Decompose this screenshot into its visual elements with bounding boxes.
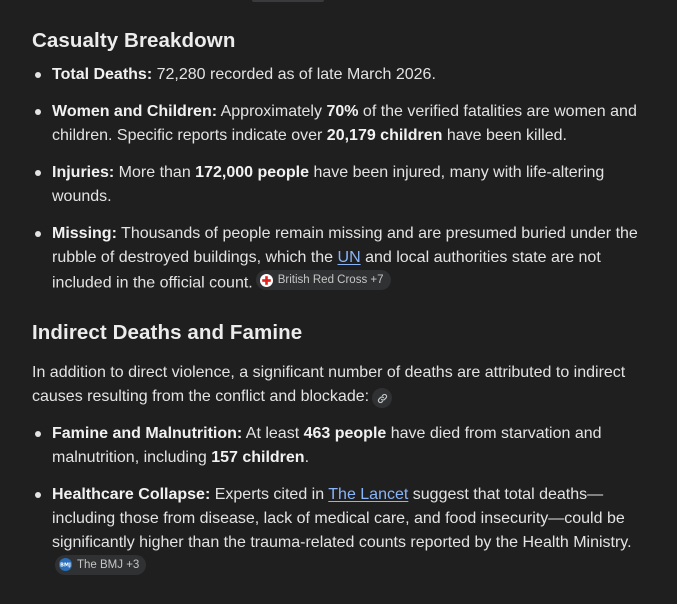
section-heading-indirect-deaths: Indirect Deaths and Famine [32, 320, 303, 344]
item-bold-value: 157 children [211, 448, 305, 466]
list-item-total-deaths [32, 63, 657, 87]
link-un[interactable]: UN [337, 249, 361, 266]
item-text: Experts cited in [210, 485, 329, 503]
item-bold-value: 20,179 children [326, 127, 443, 144]
source-chip-label: British Red Cross +7 [277, 274, 384, 286]
list-item-famine [32, 422, 657, 470]
source-chip-british-red-cross[interactable] [256, 270, 391, 290]
item-label: Injuries: [52, 164, 115, 181]
link-the-lancet[interactable]: The Lancet [328, 485, 409, 503]
item-text: At least [242, 424, 304, 442]
item-text: . [304, 448, 310, 466]
indirect-deaths-list [32, 422, 657, 581]
item-label: Famine and Malnutrition: [52, 424, 243, 442]
item-text: of the verified fatalities are women and children. Specific reports indicate over [52, 103, 637, 144]
item-label: Healthcare Collapse: [52, 485, 211, 503]
list-item-women-children [32, 100, 657, 148]
item-bold-value: 70% [326, 103, 359, 120]
item-text: suggest that total deaths—including those from disease, lack of medical care, and food insecurity—could be significantly higher than the trauma-related counts reported by the Health Ministry. [52, 485, 632, 551]
list-item-healthcare-collapse [32, 483, 657, 581]
item-text: have been injured, many with life-altering wounds. [52, 164, 605, 205]
item-text: More than [114, 164, 196, 181]
top-scroll-indicator [252, 0, 324, 2]
item-bold-value: 172,000 people [195, 164, 310, 181]
item-text: have died from starvation and malnutrition, including [52, 424, 602, 466]
bmj-icon [59, 558, 72, 571]
svg-text:BMJ: BMJ [60, 562, 71, 569]
intro-text: In addition to direct violence, a significant number of deaths are attributed to indirect causes resulting from the conflict and blockade: [32, 363, 626, 405]
list-item-missing [32, 222, 657, 296]
item-label: Women and Children: [52, 103, 218, 120]
item-text: Thousands of people remain missing and are presumed buried under the rubble of destroyed buildings, which the [52, 225, 638, 266]
item-label: Missing: [52, 225, 117, 242]
section-heading-casualty-breakdown: Casualty Breakdown [32, 29, 236, 52]
link-icon [377, 393, 388, 404]
list-item-injuries [32, 161, 657, 209]
red-cross-icon [260, 274, 273, 287]
item-text: have been killed. [442, 127, 567, 144]
response-content [32, 26, 657, 580]
item-label: Total Deaths: [52, 66, 153, 83]
item-bold-value: 463 people [303, 424, 387, 442]
source-chip-label: The BMJ +3 [77, 558, 140, 571]
casualty-list [32, 63, 657, 296]
item-text: 72,280 recorded as of late March 2026. [152, 66, 436, 83]
source-chip-the-bmj[interactable] [55, 555, 146, 575]
intro-paragraph [32, 361, 657, 409]
item-text: Approximately [217, 103, 327, 120]
link-chip[interactable] [372, 388, 392, 408]
item-text: and local authorities state are not included in the official count. [52, 249, 601, 292]
